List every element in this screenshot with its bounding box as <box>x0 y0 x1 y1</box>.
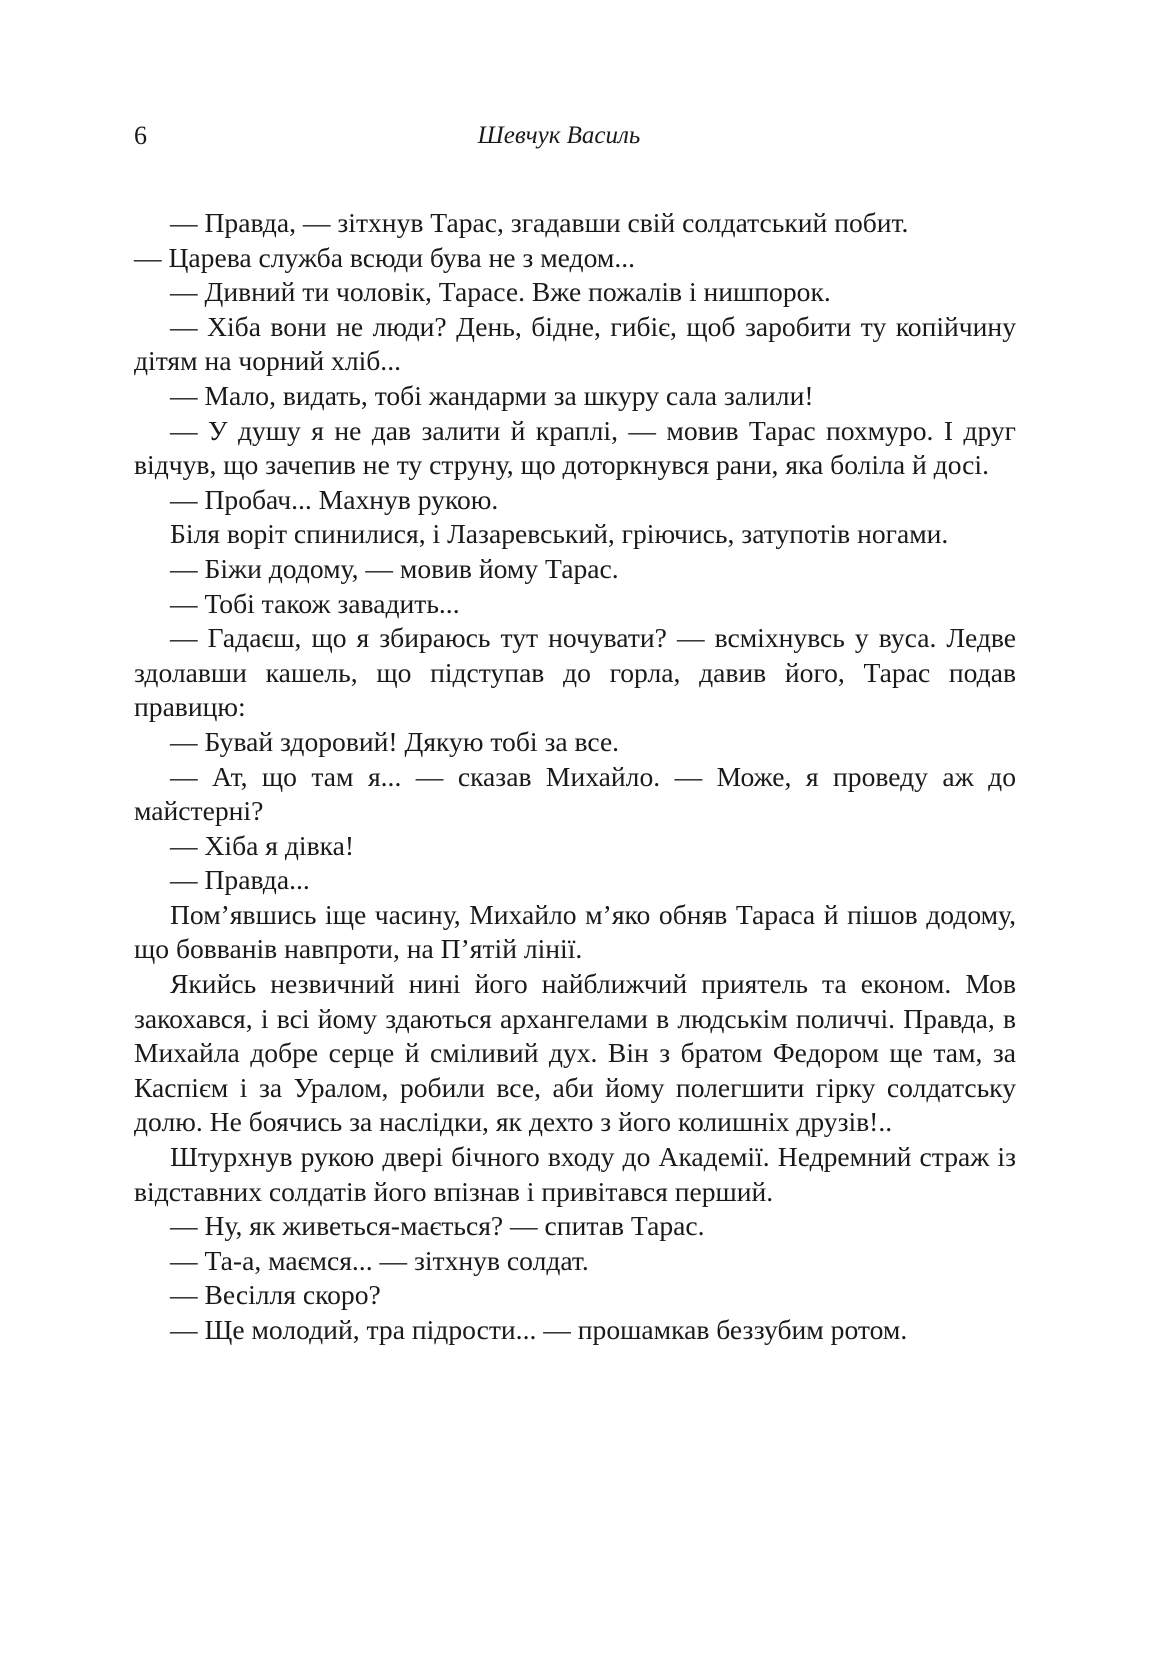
page-number: 6 <box>134 121 147 150</box>
paragraph: — Ще молодий, тра підрости... — прошамкав беззубим ротом. <box>170 1314 908 1345</box>
paragraph: — У душу я не дав залити й краплі, — мовив Тарас похмуро. І друг відчув, що зачепив не ту струну, що доторкнувся рани, яка боліла й досі. <box>134 414 1016 481</box>
paragraph: — Мало, видать, тобі жандарми за шкуру сала залили! <box>170 379 814 411</box>
paragraph: — Пробач... Махнув рукою. <box>170 483 499 515</box>
running-header: Шевчук Василь <box>477 122 641 149</box>
paragraph: — Біжи додому, — мовив йому Тарас. <box>170 552 619 584</box>
paragraph: — Правда, — зітхнув Тарас, згадавши свій солдатський побит. <box>170 207 909 238</box>
paragraph: — Та-а, маємся... — зітхнув солдат. <box>170 1244 589 1276</box>
paragraph: — Тобі також завадить... <box>170 587 460 619</box>
paragraph: — Хіба я дівка! <box>170 829 355 861</box>
paragraph: — Гадаєш, що я збираюсь тут ночувати? — всміхнувсь у вуса. Ледве здолавши кашель, що підступав до горла, давив його, Тарас подав правицю: <box>134 622 1016 723</box>
paragraph: Пом’явшись іще часину, Михайло м’яко обняв Тараса й пішов додому, що бовванів навпроти, на П’ятій лінії. <box>134 898 1016 965</box>
paragraph: Штурхнув рукою двері бічного входу до Академії. Недремний страж із відставних солдатів його впізнав і привітався перший. <box>134 1141 1016 1207</box>
paragraph: Якийсь незвичний нині його найближчий приятель та економ. Мов закохався, і всі йому здаються архангелами в людськім поличчі. Правда, в Михайла добре серце й сміливий дух. Він з братом Федором ще там, за Каспієм і за Уралом, робили все, аби йому полегшити гірку солдатську долю. Не боячись за наслідки, як дехто з його колишніх друзів!.. <box>134 968 1016 1138</box>
paragraph: — Дивний ти чоловік, Тарасе. Вже пожалів і нишпорок. <box>170 276 831 308</box>
paragraph: — Бувай здоровий! Дякую тобі за все. <box>170 725 620 757</box>
paragraph: — Царева служба всюди бува не з медом... <box>134 241 636 273</box>
paragraph: — Хіба вони не люди? День, бідне, гибіє, щоб заробити ту копійчину дітям на чорний хліб... <box>134 310 1016 377</box>
paragraph: — Ат, що там я... — сказав Михайло. — Може, я проведу аж до майстерні? <box>134 760 1016 827</box>
paragraph: — Весілля скоро? <box>170 1279 381 1311</box>
paragraph: — Ну, як живеться-мається? — спитав Тарас. <box>170 1210 705 1242</box>
paragraph: Біля воріт спинилися, і Лазаревський, гріючись, затупотів ногами. <box>170 518 949 550</box>
body-text <box>134 206 1016 1348</box>
paragraph: — Правда... <box>170 864 310 896</box>
